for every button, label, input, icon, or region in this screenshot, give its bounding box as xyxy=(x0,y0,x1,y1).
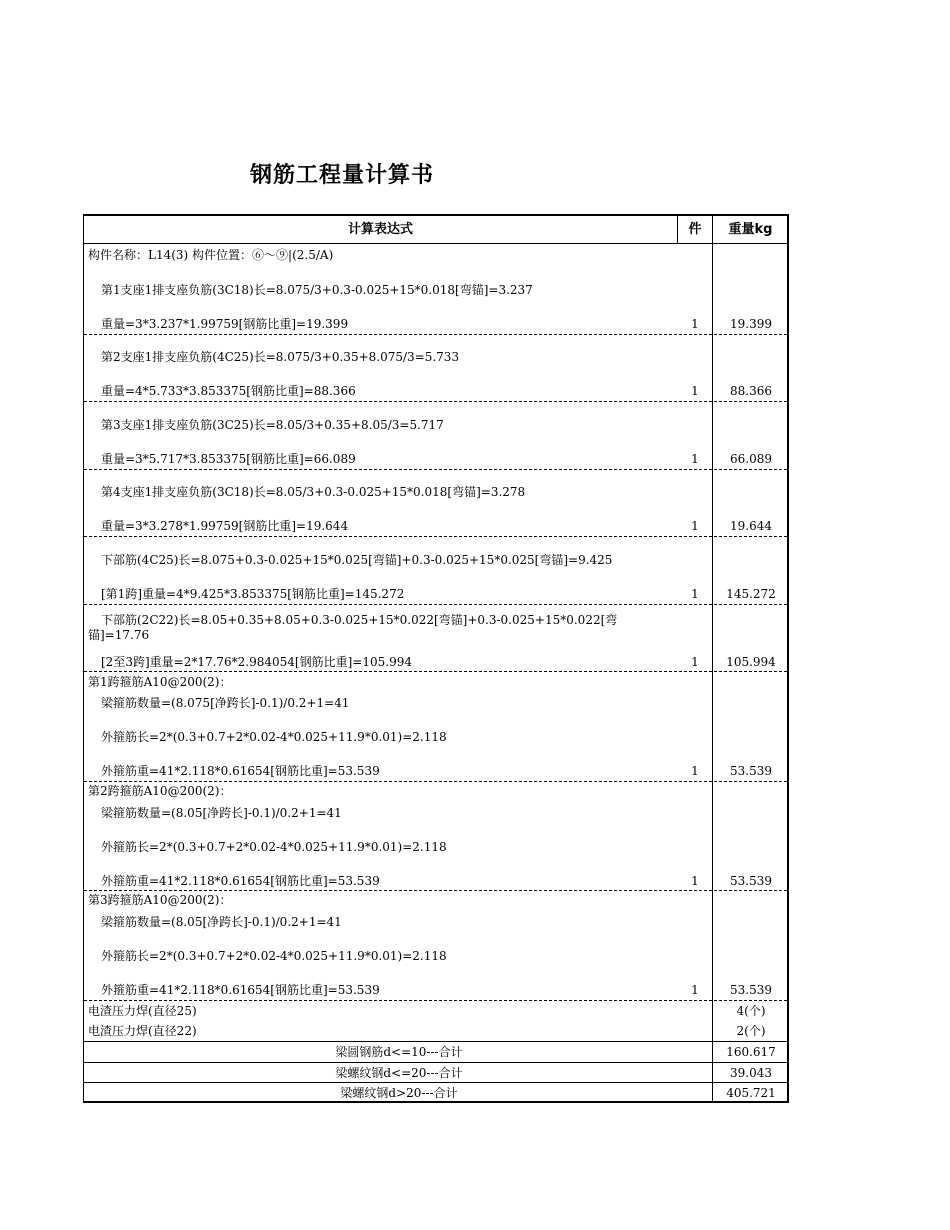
column-divider xyxy=(712,216,713,1103)
totals-divider xyxy=(84,1082,787,1083)
rebar-weight: 66.089 xyxy=(730,452,772,466)
stirrup-count-expr: 梁箍筋数量=(8.075[净跨长]-0.1)/0.2+1=41 xyxy=(101,696,350,710)
header-qty: 件 xyxy=(688,222,702,237)
weld-label: 电渣压力焊(直径22) xyxy=(88,1024,197,1038)
row-divider xyxy=(84,536,787,537)
rebar-weight-expr: 重量=4*5.733*3.853375[钢筋比重]=88.366 xyxy=(101,384,356,398)
stirrup-length-expr: 外箍筋长=2*(0.3+0.7+2*0.02-4*0.025+11.9*0.01)=2.118 xyxy=(101,840,447,854)
stirrup-weight-expr: 外箍筋重=41*2.118*0.61654[钢筋比重]=53.539 xyxy=(101,983,380,997)
row-divider xyxy=(84,469,787,470)
rebar-length-expr: 第1支座1排支座负筋(3C18)长=8.075/3+0.3-0.025+15*0.018[弯锚]=3.237 xyxy=(101,283,533,297)
calculation-table xyxy=(83,214,789,1103)
row-divider xyxy=(84,890,787,891)
rebar-qty: 1 xyxy=(691,384,699,398)
header-divider xyxy=(84,243,787,244)
rebar-weight: 19.644 xyxy=(730,519,772,533)
stirrup-qty: 1 xyxy=(691,983,699,997)
rebar-length-expr: 第3支座1排支座负筋(3C25)长=8.05/3+0.35+8.05/3=5.717 xyxy=(101,418,444,432)
total-value: 39.043 xyxy=(730,1066,772,1080)
totals-divider xyxy=(84,1041,787,1042)
weld-value: 2(个) xyxy=(736,1024,766,1038)
header-weight: 重量kg xyxy=(728,222,773,237)
rebar-weight: 88.366 xyxy=(730,384,772,398)
rebar-weight-expr: 重量=3*3.237*1.99759[钢筋比重]=19.399 xyxy=(101,317,349,331)
rebar-qty: 1 xyxy=(691,317,699,331)
rebar-weight: 105.994 xyxy=(726,655,776,669)
stirrup-qty: 1 xyxy=(691,874,699,888)
stirrup-weight-expr: 外箍筋重=41*2.118*0.61654[钢筋比重]=53.539 xyxy=(101,764,380,778)
stirrup-qty: 1 xyxy=(691,764,699,778)
stirrup-weight: 53.539 xyxy=(730,874,772,888)
stirrup-weight: 53.539 xyxy=(730,764,772,778)
total-label: 梁圆钢筋d<=10---合计 xyxy=(335,1045,463,1059)
row-divider xyxy=(84,671,787,672)
stirrup-length-expr: 外箍筋长=2*(0.3+0.7+2*0.02-4*0.025+11.9*0.01)=2.118 xyxy=(101,730,447,744)
weld-value: 4(个) xyxy=(736,1004,766,1018)
weld-label: 电渣压力焊(直径25) xyxy=(88,1004,197,1018)
total-label: 梁螺纹钢d>20---合计 xyxy=(340,1086,458,1100)
stirrup-length-expr: 外箍筋长=2*(0.3+0.7+2*0.02-4*0.025+11.9*0.01)=2.118 xyxy=(101,949,447,963)
rebar-qty: 1 xyxy=(691,519,699,533)
total-value: 160.617 xyxy=(726,1045,776,1059)
rebar-length-expr: 下部筋(4C25)长=8.075+0.3-0.025+15*0.025[弯锚]+0.3-0.025+15*0.025[弯锚]=9.425 xyxy=(101,553,613,567)
total-label: 梁螺纹钢d<=20---合计 xyxy=(335,1066,463,1080)
rebar-weight-expr: [2至3跨]重量=2*17.76*2.984054[钢筋比重]=105.994 xyxy=(101,655,412,669)
rebar-length-expr: 下部筋(2C22)长=8.05+0.35+8.05+0.3-0.025+15*0.022[弯锚]+0.3-0.025+15*0.022[弯锚]=17.76 xyxy=(88,613,618,642)
rebar-weight: 19.399 xyxy=(730,317,772,331)
header-expr: 计算表达式 xyxy=(347,222,413,237)
rebar-weight-expr: [第1跨]重量=4*9.425*3.853375[钢筋比重]=145.272 xyxy=(101,587,405,601)
rebar-qty: 1 xyxy=(691,452,699,466)
rebar-qty: 1 xyxy=(691,655,699,669)
stirrup-heading: 第3跨箍筋A10@200(2)： xyxy=(88,893,232,907)
rebar-length-expr: 第4支座1排支座负筋(3C18)长=8.05/3+0.3-0.025+15*0.018[弯锚]=3.278 xyxy=(101,485,526,499)
stirrup-weight: 53.539 xyxy=(730,983,772,997)
total-value: 405.721 xyxy=(726,1086,776,1100)
rebar-weight-expr: 重量=3*5.717*3.853375[钢筋比重]=66.089 xyxy=(101,452,356,466)
page-title: 钢筋工程量计算书 xyxy=(250,163,435,188)
rebar-weight: 145.272 xyxy=(726,587,776,601)
stirrup-heading: 第1跨箍筋A10@200(2)： xyxy=(88,675,232,689)
rebar-weight-expr: 重量=3*3.278*1.99759[钢筋比重]=19.644 xyxy=(101,519,349,533)
stirrup-count-expr: 梁箍筋数量=(8.05[净跨长]-0.1)/0.2+1=41 xyxy=(101,915,342,929)
row-divider xyxy=(84,604,787,605)
stirrup-heading: 第2跨箍筋A10@200(2)： xyxy=(88,784,232,798)
totals-divider xyxy=(84,1062,787,1063)
rebar-length-expr: 第2支座1排支座负筋(4C25)长=8.075/3+0.35+8.075/3=5.733 xyxy=(101,350,460,364)
row-divider xyxy=(84,334,787,335)
stirrup-count-expr: 梁箍筋数量=(8.05[净跨长]-0.1)/0.2+1=41 xyxy=(101,806,342,820)
component-info: 构件名称：L14(3) 构件位置：⑥～⑨|(2.5/A) xyxy=(88,248,334,262)
row-divider xyxy=(84,401,787,402)
row-divider xyxy=(84,781,787,782)
stirrup-weight-expr: 外箍筋重=41*2.118*0.61654[钢筋比重]=53.539 xyxy=(101,874,380,888)
rebar-qty: 1 xyxy=(691,587,699,601)
row-divider xyxy=(84,1000,787,1001)
